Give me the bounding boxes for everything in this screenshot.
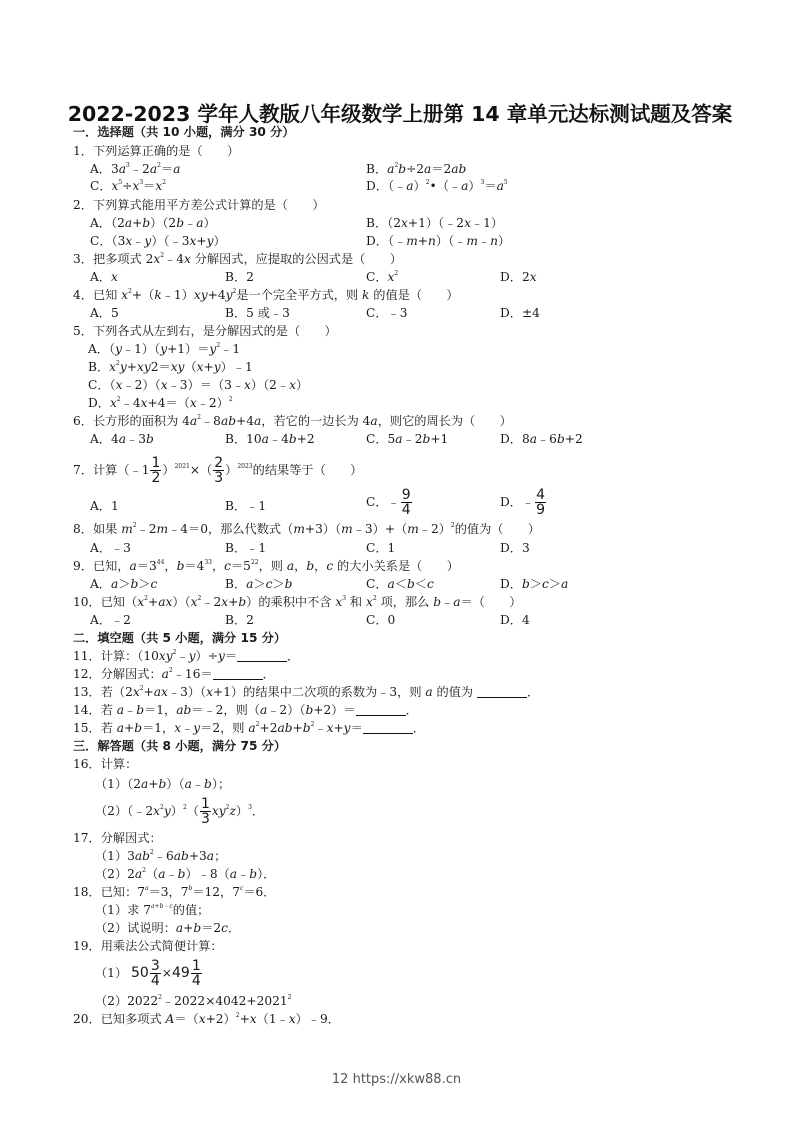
q9-option-c: C．a＜b＜c: [366, 577, 434, 591]
question-12: 12．分解因式：$a^2﹣16=$ ．: [73, 667, 275, 681]
q4-option-c: C．﹣3: [366, 306, 408, 320]
question-10-stem: 10．已知$(x^2+ax)(x^2﹣2x+b)$的乘积中不含 $x^3$ 和 $x^2$ 项，那么 b﹣a＝（ ）: [73, 595, 522, 609]
q18-part-2: （2）试说明：a+b＝2c．: [95, 921, 241, 935]
section-heading-choice: 一．选择题（共 10 小题，满分 30 分）: [73, 125, 295, 139]
q17-part-2: $(2)2a^2(a﹣b)﹣8(a﹣b)$．: [95, 867, 276, 881]
q16-part-2: $(2)(﹣2x^2y)^2$（ $\frac{1}{3}$ $xy^2z)^3$．: [95, 796, 265, 827]
answer-blank[interactable]: [477, 685, 527, 698]
question-4-stem: 4．已知 $x^2+(k﹣1)xy+4y^2$是一个完全平方式，则 k 的值是（ ）: [73, 288, 459, 302]
q10-option-b: B．2: [225, 613, 254, 627]
q7-option-c: C．﹣ $\frac{9}{4}$: [366, 487, 411, 518]
q8-option-a: A．﹣3: [90, 541, 131, 555]
answer-blank[interactable]: [237, 649, 287, 662]
q4-option-a: A．5: [90, 306, 119, 320]
q8-option-b: B．﹣1: [225, 541, 267, 555]
q7-option-a: A．1: [90, 499, 119, 513]
section-heading-answer: 三．解答题（共 8 小题，满分 75 分）: [73, 739, 287, 753]
answer-blank[interactable]: [213, 667, 263, 680]
document-title: 2022-2023 学年人教版八年级数学上册第 14 章单元达标测试题及答案: [67, 102, 733, 126]
q1-option-c: C．$x^5\div x^3=x^2$: [90, 179, 167, 193]
q9-option-b: B．a＞c＞b: [225, 577, 293, 591]
q3-option-b: B．2: [225, 270, 254, 284]
q9-option-d: D．b＞c＞a: [500, 577, 569, 591]
q1-option-b: B．$a^2b\div 2a=2ab$: [366, 162, 467, 176]
q2-option-d: D．（﹣m+n）（﹣m﹣n）: [366, 234, 511, 248]
answer-blank[interactable]: [363, 721, 413, 734]
q2-option-a: A．（2a+b）（2b﹣a）: [90, 216, 216, 230]
q10-option-c: C．0: [366, 613, 396, 627]
page-footer: 12 https://xkw88.cn: [331, 1072, 462, 1087]
q6-option-b: B．10a﹣4b+2: [225, 432, 315, 446]
q2-option-c: C．（3x﹣y）（﹣3x+y）: [90, 234, 226, 248]
q6-option-c: C．5a﹣2b+1: [366, 432, 449, 446]
q3-option-a: A．x: [90, 270, 118, 284]
question-9-stem: 9．已知，$a=3^{44}$，$b=4^{33}$，$c=5^{22}$，则 a，b，c 的大小关系是（ ）: [73, 559, 459, 573]
q5-option-c: C．（x﹣2）（x﹣3）＝（3﹣x）（2﹣x）: [88, 378, 309, 392]
question-18-stem: 18．已知：$7^a=3$，$7^b=12$，$7^c=6$．: [73, 885, 276, 899]
q4-option-b: B．5 或﹣3: [225, 306, 290, 320]
question-3-stem: 3．把多项式 $2x^2﹣4x$ 分解因式，应提取的公因式是（ ）: [73, 252, 402, 266]
question-5-stem: 5．下列各式从左到右，是分解因式的是（ ）: [73, 324, 337, 338]
q5-option-b: B．$x^2y+xy2=xy(x+y)﹣1$: [88, 360, 253, 374]
question-7-stem: 7．计算（﹣1 $\frac{1}{2}$ ）$^{2021}$×（ $\frac{2}{3}$ ）$^{2023}$的结果等于（ ）: [73, 455, 363, 486]
q6-option-d: D．8a﹣6b+2: [500, 432, 583, 446]
question-8-stem: 8．如果 $m^2﹣2m﹣4=0$，那么代数式（m+3）（m﹣3）+（m﹣2）$^2$的值为（ ）: [73, 522, 541, 536]
question-20-stem: 20．已知多项式 $A=(x+2)^2+x(1﹣x)﹣9$．: [73, 1012, 340, 1026]
q6-option-a: A．4a﹣3b: [90, 432, 154, 446]
question-19-stem: 19．用乘法公式简便计算：: [73, 939, 223, 953]
q2-option-b: B．（2x+1）（﹣2x﹣1）: [366, 216, 504, 230]
question-1-stem: 1．下列运算正确的是（ ）: [73, 144, 240, 158]
q7-option-b: B．﹣1: [225, 499, 267, 513]
q19-part-1: （1） 50 $\frac{3}{4}$ ×49 $\frac{1}{4}$: [95, 958, 201, 989]
question-17-stem: 17．分解因式：: [73, 831, 162, 845]
q8-option-d: D．3: [500, 541, 530, 555]
q5-option-d: D．$x^2﹣4x+4=(x﹣2)^2$: [88, 396, 233, 410]
q7-option-d: D．﹣ $\frac{4}{9}$: [500, 487, 546, 518]
q5-option-a: A．$(y﹣1)(y+1)=y^2﹣1$: [88, 342, 241, 356]
q3-option-c: C．$x^2$: [366, 270, 399, 284]
q10-option-a: A．﹣2: [90, 613, 131, 627]
q10-option-d: D．4: [500, 613, 530, 627]
q8-option-c: C．1: [366, 541, 396, 555]
question-13: 13．若$(2x^2+ax﹣3)(x+1)$的结果中二次项的系数为﹣3，则 a 的值为 ．: [73, 685, 540, 699]
question-6-stem: 6．长方形的面积为 $4a^2﹣8ab+4a$，若它的一边长为 4a，则它的周长为（ ）: [73, 414, 512, 428]
q19-part-2: $(2)2022^2﹣2022\times 4042+2021^2$: [95, 994, 292, 1008]
q16-part-1: （1）（2a+b）（a﹣b）；: [95, 777, 231, 791]
answer-blank[interactable]: [356, 703, 406, 716]
section-heading-fill: 二．填空题（共 5 小题，满分 15 分）: [73, 631, 287, 645]
q17-part-1: $(1)3ab^2﹣6ab+3a$；: [95, 849, 227, 863]
q9-option-a: A．a＞b＞c: [90, 577, 158, 591]
q4-option-d: D．±4: [500, 306, 540, 320]
q1-option-a: A．$3a^3﹣2a^2=a$: [90, 162, 181, 176]
q3-option-d: D．2x: [500, 270, 537, 284]
question-2-stem: 2．下列算式能用平方差公式计算的是（ ）: [73, 198, 325, 212]
question-14: 14．若 a﹣b＝1，ab＝﹣2，则（a﹣2）（b+2）＝ ．: [73, 703, 418, 717]
question-15: 15．若 a+b＝1，x﹣y＝2，则 $a^2+2ab+b^2﹣x+y=$ ．: [73, 721, 425, 735]
q18-part-1: （1）求 $7^{a+b﹣c}$的值；: [95, 903, 210, 917]
question-11: 11．计算：$(10xy^2﹣y)\div y=$ ．: [73, 649, 300, 663]
question-16-stem: 16．计算：: [73, 757, 138, 771]
q1-option-d: D．$(﹣a)^2•(﹣a)^3=a^5$: [366, 179, 508, 193]
